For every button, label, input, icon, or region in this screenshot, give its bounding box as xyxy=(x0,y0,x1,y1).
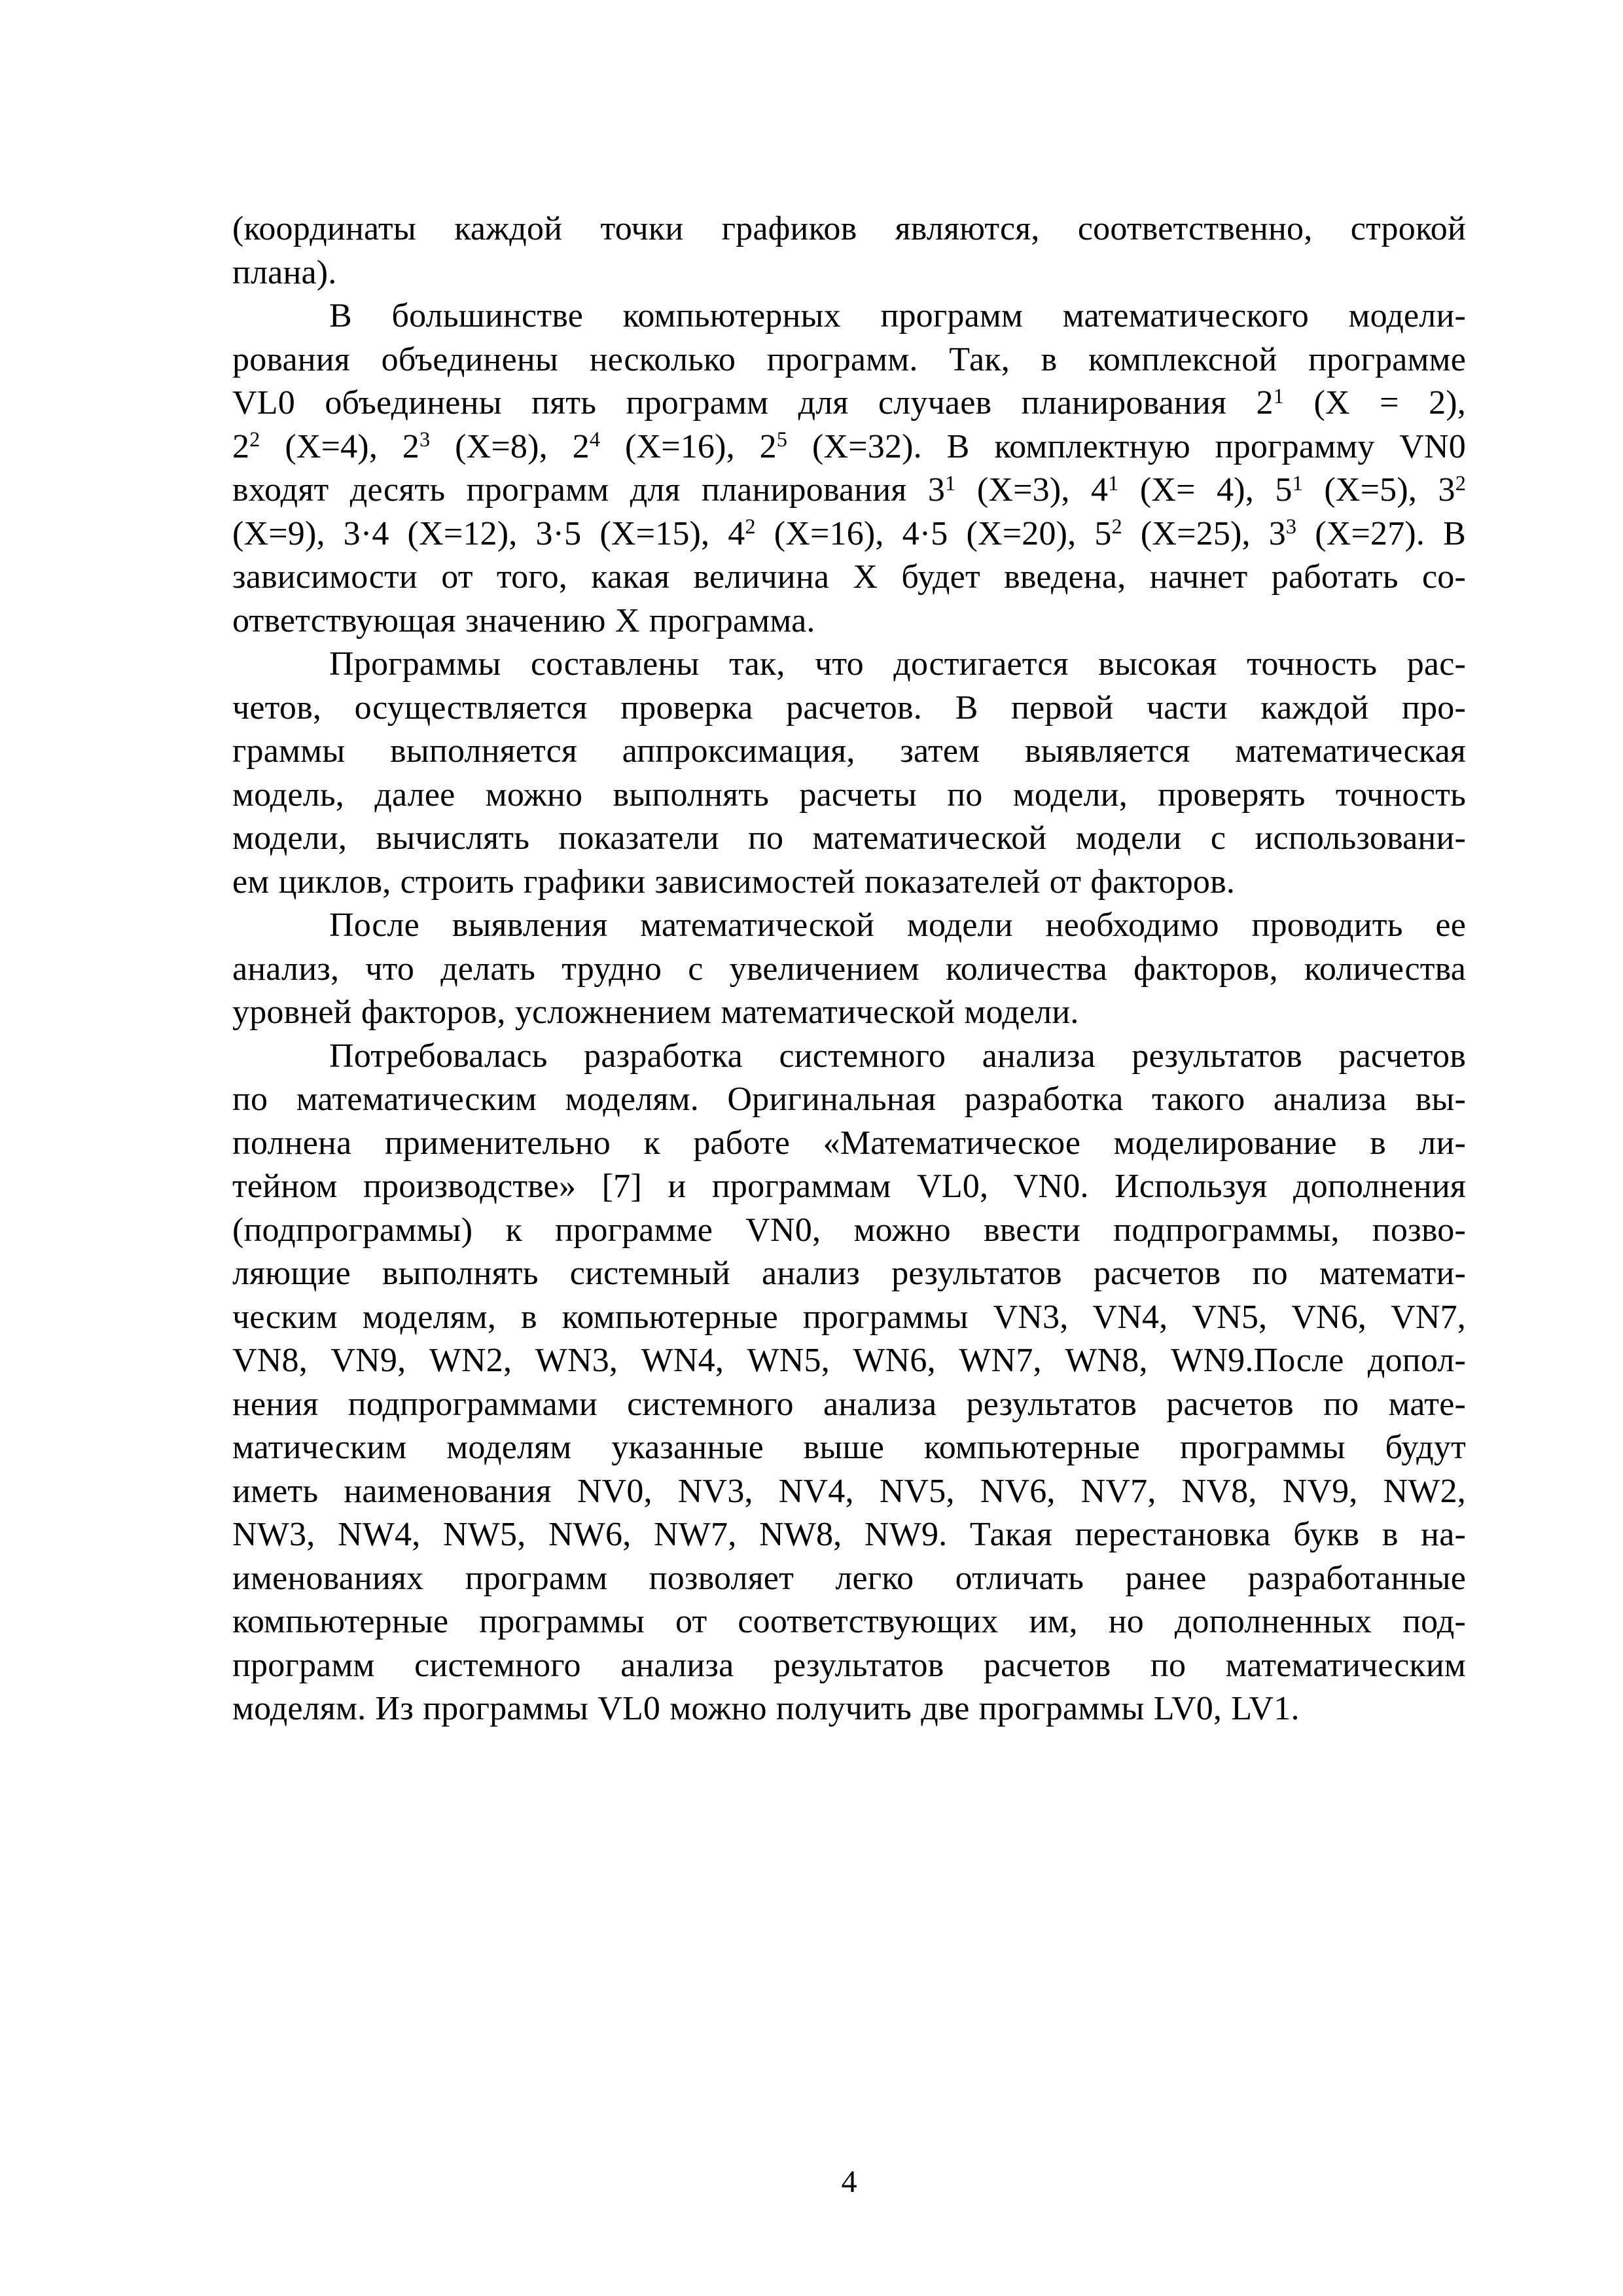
text-line xyxy=(232,904,1466,948)
text-run: В большинстве компьютерных программ математического модели- xyxy=(329,297,1466,334)
superscript-run: 2 xyxy=(249,427,260,452)
text-line xyxy=(232,338,1466,382)
text-run: (X=5), 3 xyxy=(1302,471,1455,509)
text-run: (X=25), 3 xyxy=(1122,514,1286,552)
text-run: ляющие выполнять системный анализ результатов расчетов по математи- xyxy=(232,1255,1466,1292)
text-line xyxy=(232,469,1466,512)
text-run: иметь наименования NV0, NV3, NV4, NV5, NV6, NV7, NV8, NV9, NW2, xyxy=(232,1472,1466,1510)
text-line xyxy=(232,1557,1466,1601)
text-run: (X=9), 3·4 (X=12), 3·5 (X=15), 4 xyxy=(232,514,745,552)
text-run: плана). xyxy=(232,253,337,291)
text-run: (X=16), 4·5 (X=20), 5 xyxy=(755,514,1112,552)
text-line xyxy=(232,295,1466,338)
paragraph xyxy=(232,1035,1466,1731)
text-run: именованиях программ позволяет легко отличать ранее разработанные xyxy=(232,1559,1466,1597)
text-line xyxy=(232,774,1466,817)
paragraph xyxy=(232,904,1466,1035)
text-run: ческим моделям, в компьютерные программы VN3, VN4, VN5, VN6, VN7, xyxy=(232,1298,1466,1336)
text-line xyxy=(232,251,1466,295)
paragraph xyxy=(232,643,1466,904)
text-line xyxy=(232,1165,1466,1209)
superscript-run: 2 xyxy=(1111,514,1122,539)
text-run: (X=4), 2 xyxy=(260,427,420,465)
text-run: (X=27). В xyxy=(1296,514,1466,552)
text-run: программ системного анализа результатов расчетов по математическим xyxy=(232,1646,1466,1684)
text-run: модель, далее можно выполнять расчеты по модели, проверять точность xyxy=(232,776,1466,814)
text-run: компьютерные программы от соответствующих им, но дополненных под- xyxy=(232,1603,1466,1640)
superscript-run: 1 xyxy=(1273,384,1285,408)
text-line xyxy=(232,1296,1466,1340)
text-line xyxy=(232,600,1466,643)
text-run: После выявления математической модели необходимо проводить ее xyxy=(329,906,1466,944)
text-run: уровней факторов, усложнением математической модели. xyxy=(232,994,1079,1031)
text-run: анализ, что делать трудно с увеличением количества факторов, количества xyxy=(232,950,1466,988)
text-run: 2 xyxy=(232,427,250,465)
text-line xyxy=(232,382,1466,425)
text-run: нения подпрограммами системного анализа результатов расчетов по мате- xyxy=(232,1385,1466,1423)
text-run: (X=16), 2 xyxy=(600,427,777,465)
superscript-run: 2 xyxy=(1455,471,1467,495)
superscript-run: 2 xyxy=(745,514,756,539)
text-run: VN8, VN9, WN2, WN3, WN4, WN5, WN6, WN7, WN8, WN9.После допол- xyxy=(232,1342,1466,1379)
text-run: ем циклов, строить графики зависимостей показателей от факторов. xyxy=(232,863,1236,901)
superscript-run: 4 xyxy=(589,427,601,452)
text-run: (X = 2), xyxy=(1284,384,1467,422)
text-run: NW3, NW4, NW5, NW6, NW7, NW8, NW9. Такая перестановка букв в на- xyxy=(232,1516,1466,1553)
text-line xyxy=(232,1209,1466,1253)
text-block xyxy=(232,207,1466,1731)
text-line xyxy=(232,1687,1466,1731)
text-run: полнена применительно к работе «Математическое моделирование в ли- xyxy=(232,1124,1466,1162)
superscript-run: 3 xyxy=(419,427,431,452)
text-line xyxy=(232,1252,1466,1296)
text-line xyxy=(232,1078,1466,1122)
text-line xyxy=(232,425,1466,469)
superscript-run: 5 xyxy=(776,427,788,452)
text-line xyxy=(232,1644,1466,1688)
paragraph xyxy=(232,207,1466,295)
text-line xyxy=(232,1426,1466,1470)
text-line xyxy=(232,861,1466,905)
text-line xyxy=(232,1383,1466,1427)
page-number: 4 xyxy=(841,2164,857,2199)
text-run: (подпрограммы) к программе VN0, можно ввести подпрограммы, позво- xyxy=(232,1211,1466,1249)
text-run: зависимости от того, какая величина X будет введена, начнет работать со- xyxy=(232,558,1466,596)
text-line xyxy=(232,643,1466,687)
text-run: четов, осуществляется проверка расчетов. В первой части каждой про- xyxy=(232,689,1466,726)
text-run: (X=3), 4 xyxy=(955,471,1109,509)
superscript-run: 1 xyxy=(1292,471,1303,495)
text-run: Программы составлены так, что достигается высокая точность рас- xyxy=(329,645,1466,683)
text-run: входят десять программ для планирования 3 xyxy=(232,471,946,509)
text-run: матическим моделям указанные выше компьютерные программы будут xyxy=(232,1429,1466,1466)
text-run: VL0 объединены пять программ для случаев планирования 2 xyxy=(232,384,1274,422)
text-line xyxy=(232,817,1466,861)
paragraph xyxy=(232,295,1466,643)
text-line xyxy=(232,948,1466,992)
text-line xyxy=(232,556,1466,600)
text-run: (X=8), 2 xyxy=(430,427,590,465)
text-line xyxy=(232,512,1466,556)
text-run: моделям. Из программы VL0 можно получить две программы LV0, LV1. xyxy=(232,1690,1300,1727)
text-line xyxy=(232,687,1466,730)
text-run: рования объединены несколько программ. Так, в комплексной программе xyxy=(232,340,1466,378)
text-run: модели, вычислять показатели по математической модели с использовани- xyxy=(232,819,1466,857)
text-line xyxy=(232,730,1466,774)
text-line xyxy=(232,1470,1466,1514)
superscript-run: 1 xyxy=(1108,471,1119,495)
text-run: Потребовалась разработка системного анализа результатов расчетов xyxy=(329,1037,1466,1075)
text-run: по математическим моделям. Оригинальная разработка такого анализа вы- xyxy=(232,1081,1466,1118)
text-run: граммы выполняется аппроксимация, затем выявляется математическая xyxy=(232,732,1466,770)
text-run: тейном производстве» [7] и программам VL0, VN0. Используя дополнения xyxy=(232,1168,1466,1205)
text-line xyxy=(232,207,1466,251)
text-line xyxy=(232,1122,1466,1166)
text-line xyxy=(232,1600,1466,1644)
text-run: (координаты каждой точки графиков являются, соответственно, строкой xyxy=(232,210,1466,247)
text-line xyxy=(232,1339,1466,1383)
text-line xyxy=(232,991,1466,1035)
text-run: (X=32). В комплектную программу VN0 xyxy=(787,427,1467,465)
superscript-run: 3 xyxy=(1285,514,1297,539)
text-line xyxy=(232,1035,1466,1079)
text-run: (X= 4), 5 xyxy=(1118,471,1293,509)
superscript-run: 1 xyxy=(945,471,956,495)
text-line xyxy=(232,1513,1466,1557)
text-run: ответствующая значению X программа. xyxy=(232,601,815,639)
